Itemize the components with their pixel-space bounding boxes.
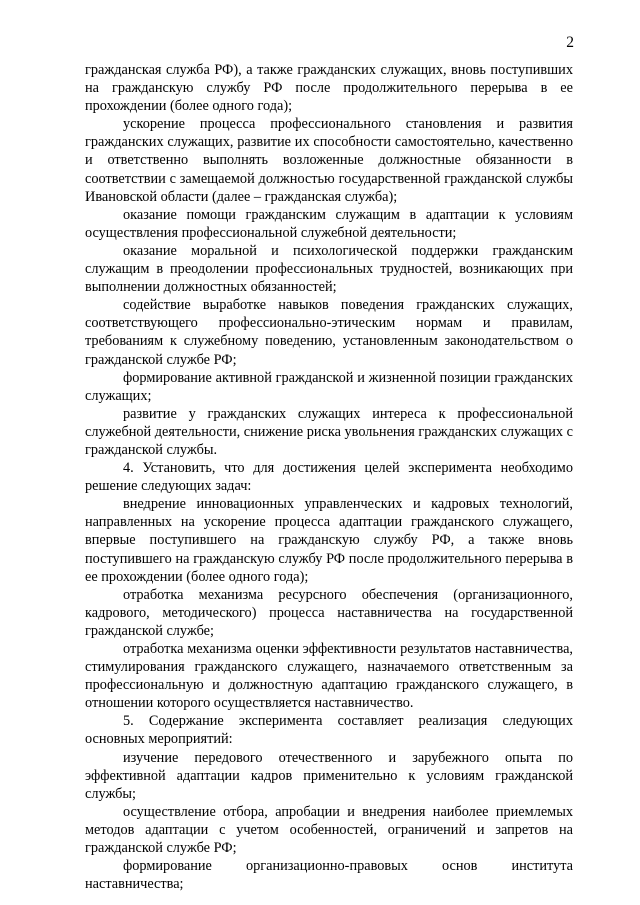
paragraph: отработка механизма ресурсного обеспечения (организационного, кадрового, методического) процесса наставничества на государственной гражданской службе; [85, 586, 573, 639]
paragraph: изучение передового отечественного и зарубежного опыта по эффективной адаптации кадров применительно к условиям гражданской службы; [85, 749, 573, 802]
paragraph: содействие выработке навыков поведения гражданских служащих, соответствующего профессионально-этическим нормам и правилам, требованиям к служебному поведению, установленным законодательством о гражданской службе РФ; [85, 297, 573, 368]
page-number: 2 [566, 34, 574, 51]
paragraph: гражданская служба РФ), а также гражданских служащих, вновь поступивших на гражданскую службу РФ после продолжительного перерыва в ее прохождении (более одного года); [85, 62, 573, 115]
paragraph: формирование организационно-правовых основ института наставничества; [85, 858, 573, 893]
paragraph: ускорение процесса профессионального становления и развития гражданских служащих, развитие их способности самостоятельно, качественно и ответственно выполнять возложенные должностные обязанности в соответствии с замещаемой должностью государственной гражданской службы Ивановской области (далее – гражданская служба); [85, 116, 573, 205]
paragraph: оказание помощи гражданским служащим в адаптации к условиям осуществления профессиональной служебной деятельности; [85, 206, 573, 241]
paragraph: внедрение инновационных управленческих и кадровых технологий, направленных на ускорение процесса адаптации гражданского служащего, впервые поступившего на гражданскую службу РФ, а также вновь поступившего на гражданскую службу РФ после продолжительного перерыва в ее прохождении (более одного года); [85, 496, 573, 585]
paragraph: развитие у гражданских служащих интереса к профессиональной служебной деятельности, снижение риска увольнения гражданских служащих с гражданской службы. [85, 405, 573, 458]
paragraph: формирование активной гражданской и жизненной позиции гражданских служащих; [85, 369, 573, 404]
paragraph: оказание моральной и психологической поддержки гражданским служащим в преодолении профессиональных трудностей, возникающих при выполнении должностных обязанностей; [85, 242, 573, 296]
paragraph: 5. Содержание эксперимента составляет реализация следующих основных мероприятий: [85, 713, 573, 748]
paragraph: 4. Установить, что для достижения целей эксперимента необходимо решение следующих задач: [85, 460, 573, 495]
paragraph: осуществление отбора, апробации и внедрения наиболее приемлемых методов адаптации с учетом особенностей, ограничений и запретов на гражданской службе РФ; [85, 803, 573, 857]
document-body [85, 61, 573, 893]
paragraph: отработка механизма оценки эффективности результатов наставничества, стимулирования гражданского служащего, назначаемого ответственным за профессиональную и должностную адаптацию гражданского служащего, в отношении которого осуществляется наставничество. [85, 641, 573, 712]
